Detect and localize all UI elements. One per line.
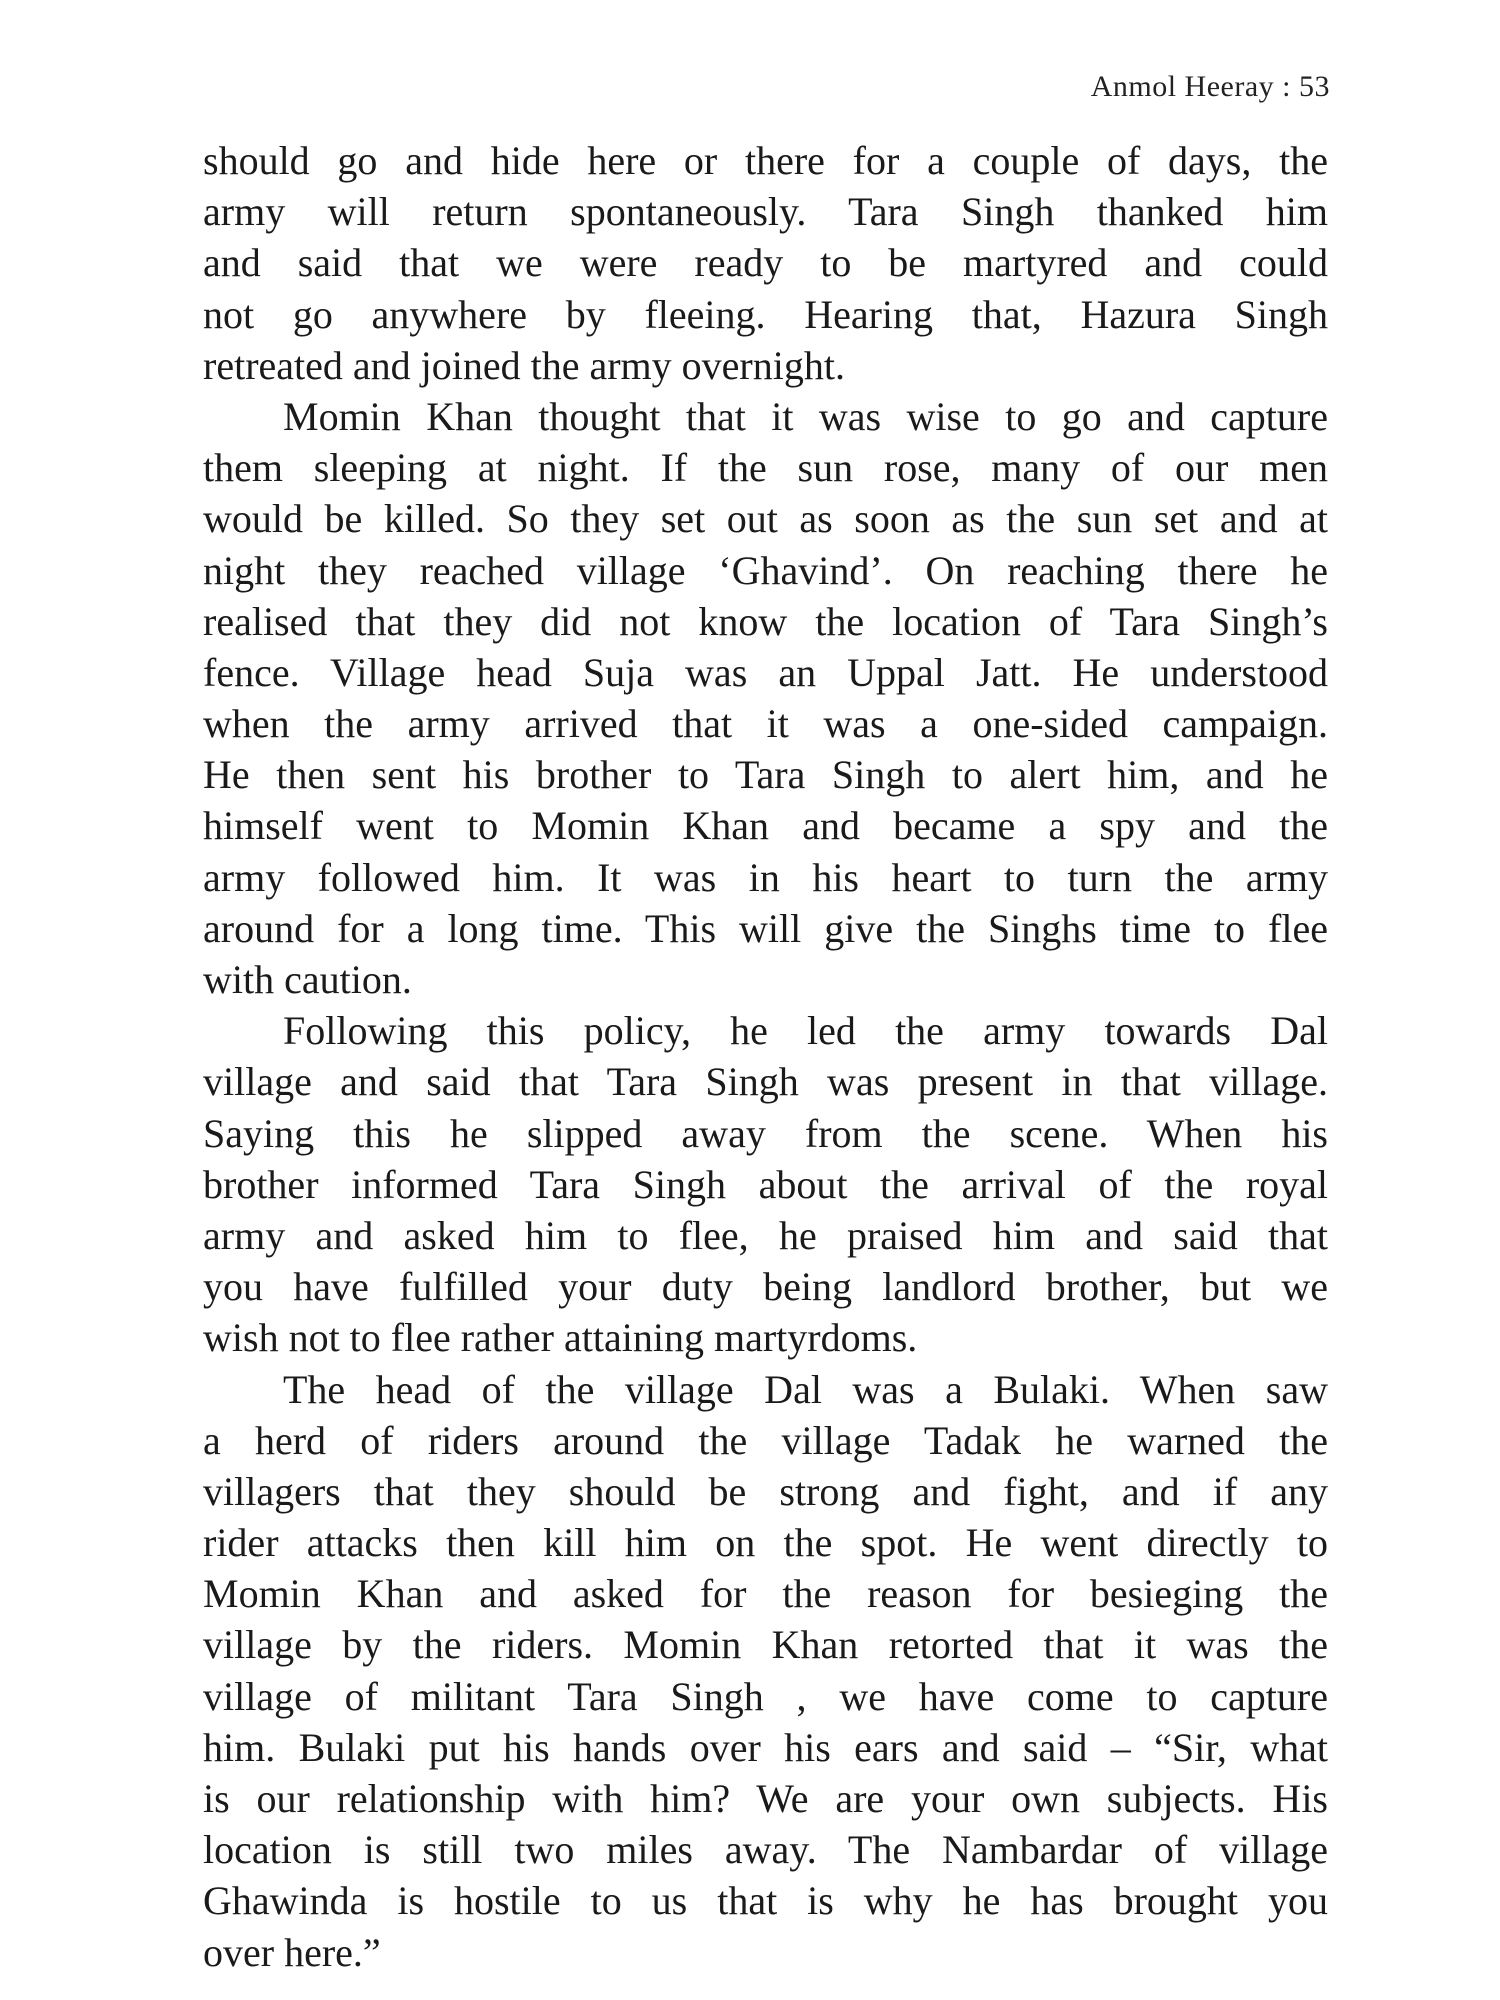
text-line: night they reached village ‘Ghavind’. On reaching there he [203,547,1328,593]
text-line: realised that they did not know the location of Tara Singh’s [203,598,1328,644]
text-line: himself went to Momin Khan and became a spy and the [203,803,1328,849]
text-line: is our relationship with him? We are your own subjects. His [203,1776,1328,1821]
paragraph-4 [203,1364,1328,1978]
text-line: with caution. [203,957,412,1002]
text-line: village by the riders. Momin Khan retorted that it was the [203,1622,1328,1668]
text-line: rider attacks then kill him on the spot. He went directly to [203,1520,1328,1566]
text-line: would be killed. So they set out as soon as the sun set and at [203,496,1328,542]
text-line: not go anywhere by fleeing. Hearing that, Hazura Singh [203,291,1328,337]
text-line: Momin Khan thought that it was wise to go and capture [283,393,1328,439]
text-line: villagers that they should be strong and fight, and if any [203,1468,1328,1514]
text-line: village of militant Tara Singh , we have come to capture [203,1673,1328,1719]
body-text [203,135,1328,1978]
text-line: location is still two miles away. The Nambardar of village [203,1827,1328,1873]
text-line: him. Bulaki put his hands over his ears and said – “Sir, what [203,1724,1328,1770]
text-line: army followed him. It was in his heart to turn the army [203,854,1328,900]
text-line: them sleeping at night. If the sun rose, many of our men [203,445,1328,491]
text-line: around for a long time. This will give the Singhs time to flee [203,905,1328,951]
text-line: brother informed Tara Singh about the arrival of the royal [203,1161,1328,1207]
text-line: you have fulfilled your duty being landlord brother, but we [203,1264,1328,1310]
text-line: The head of the village Dal was a Bulaki. When saw [283,1366,1328,1412]
running-header: Anmol Heeray : 53 [1090,70,1330,103]
paragraph-1 [203,135,1328,391]
text-line: Momin Khan and asked for the reason for besieging the [203,1571,1328,1617]
text-line: Saying this he slipped away from the scene. When his [203,1110,1328,1156]
text-line: Following this policy, he led the army towards Dal [283,1008,1328,1054]
text-line: He then sent his brother to Tara Singh to alert him, and he [203,752,1328,798]
paragraph-2 [203,391,1328,1005]
text-line: should go and hide here or there for a couple of days, the [203,138,1328,183]
paragraph-3 [203,1005,1328,1363]
text-line: Ghawinda is hostile to us that is why he has brought you [203,1878,1328,1924]
text-line: over here.” [203,1929,381,1975]
text-line: wish not to flee rather attaining martyrdoms. [203,1315,918,1361]
text-line: fence. Village head Suja was an Uppal Jatt. He understood [203,649,1328,695]
text-line: army and asked him to flee, he praised him and said that [203,1212,1328,1258]
text-line: when the army arrived that it was a one-sided campaign. [203,701,1328,747]
text-line: village and said that Tara Singh was present in that village. [203,1059,1328,1105]
text-line: army will return spontaneously. Tara Singh thanked him [203,189,1328,235]
text-line: a herd of riders around the village Tadak he warned the [203,1417,1328,1463]
text-line: and said that we were ready to be martyred and could [203,240,1328,286]
text-line: retreated and joined the army overnight. [203,342,845,388]
